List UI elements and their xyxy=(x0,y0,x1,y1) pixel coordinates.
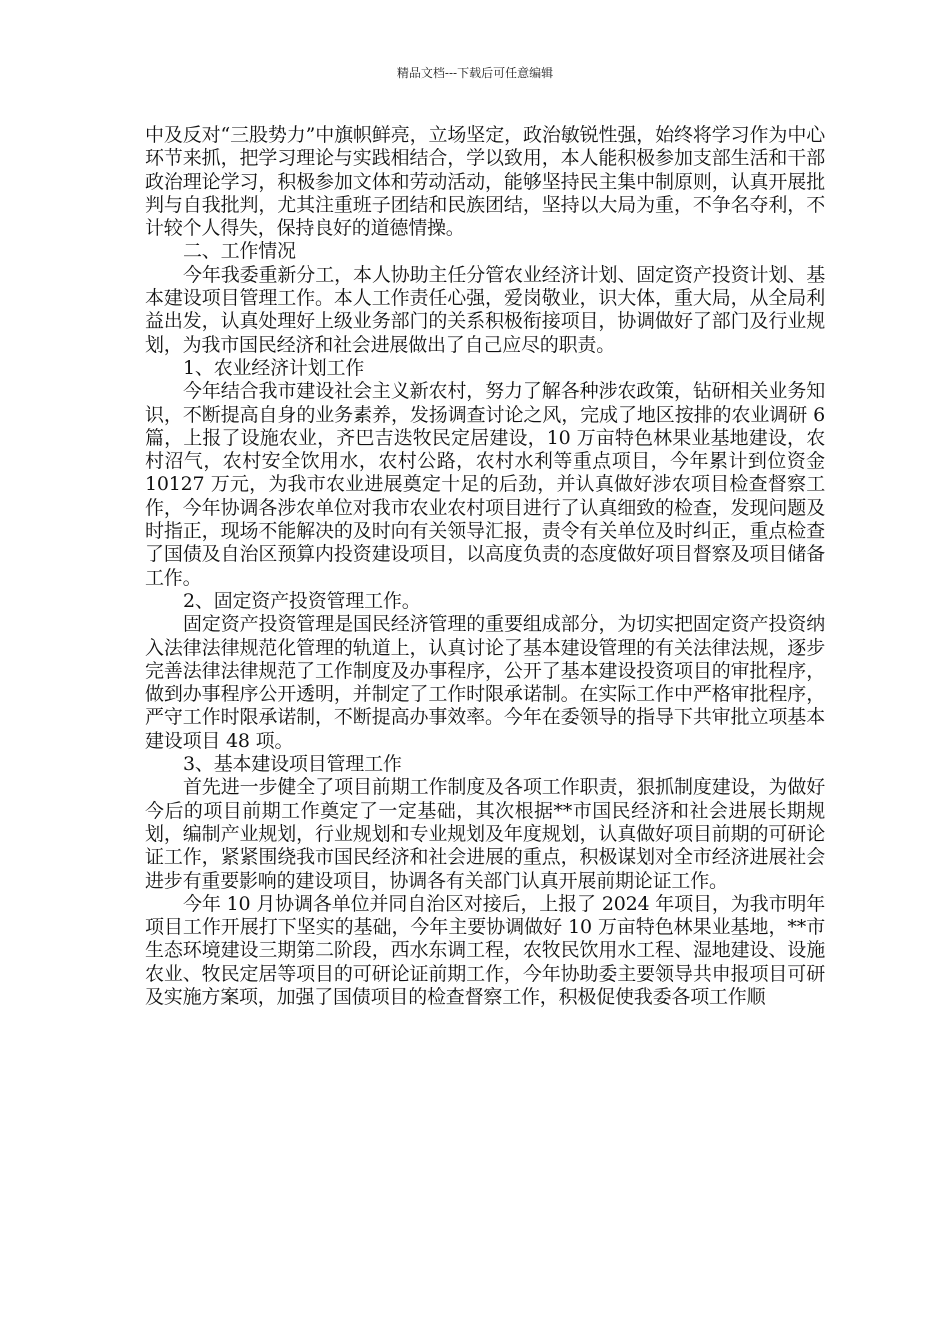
paragraph-political-performance: 中及反对“三股势力”中旗帜鲜亮，立场坚定，政治敏锐性强，始终将学习作为中心环节来抓，把学习理论与实践相结合，学以致用，本人能积极参加支部生活和干部政治理论学习，积极参加文体和劳动活动，能够坚持民主集中制原则，认真开展批判与自我批判，尤其注重班子团结和民族团结，坚持以大局为重，不争名夺利，不计较个人得失，保持良好的道德情操。 xyxy=(145,124,825,240)
document-body xyxy=(145,124,825,1009)
subheading-fixed-asset-investment: 2、固定资产投资管理工作。 xyxy=(183,589,421,612)
subheading-agricultural-planning: 1、农业经济计划工作 xyxy=(183,356,365,379)
subheading-construction-projects: 3、基本建设项目管理工作 xyxy=(183,753,402,776)
paragraph-construction-projects: 首先进一步健全了项目前期工作制度及各项工作职责，狠抓制度建设，为做好今后的项目前期工作奠定了一定基础，其次根据**市国民经济和社会进展长期规划，编制产业规划，行业规划和专业规划及年度规划，认真做好项目前期的可研论证工作，紧紧围绕我市国民经济和社会进展的重点，积极谋划对全市经济进展社会进步有重要影响的建设项目，协调各有关部门认真开展前期论证工作。 xyxy=(145,776,825,892)
paragraph-october-coordination: 今年 10 月协调各单位并同自治区对接后，上报了 2024 年项目，为我市明年项目工作开展打下坚实的基础，今年主要协调做好 10 万亩特色林果业基地，**市生态环境建设三期第二阶段，西水东调工程，农牧民饮用水工程、湿地建设、设施农业、牧民定居等项目的可研论证前期工作，今年协助委主要领导共申报项目可研及实施方案项，加强了国债项目的检查督察工作，积极促使我委各项工作顺 xyxy=(145,892,825,1008)
paragraph-work-overview: 今年我委重新分工，本人协助主任分管农业经济计划、固定资产投资计划、基本建设项目管理工作。本人工作责任心强，爱岗敬业，识大体，重大局，从全局利益出发，认真处理好上级业务部门的关系积极衔接项目，协调做好了部门及行业规划，为我市国民经济和社会进展做出了自己应尽的职责。 xyxy=(145,263,825,356)
section-heading-work-situation: 二、工作情况 xyxy=(183,240,296,263)
paragraph-agricultural-planning: 今年结合我市建设社会主义新农村，努力了解各种涉农政策，钻研相关业务知识，不断提高自身的业务素养，发扬调查讨论之风，完成了地区按排的农业调研 6 篇，上报了设施农业，齐巴吉迭牧民定居建设，10 万亩特色林果业基地建设，农村沼气，农村安全饮用水，农村公路，农村水利等重点项目，今年累计到位资金 10127 万元，为我市农业进展奠定十足的后劲，并认真做好涉农项目检查督察工作，今年协调各涉农单位对我市农业农村项目进行了认真细致的检查，发现问题及时指正，现场不能解决的及时向有关领导汇报，责令有关单位及时纠正，重点检查了国债及自治区预算内投资建设项目，以高度负责的态度做好项目督察及项目储备工作。 xyxy=(145,380,825,589)
paragraph-fixed-asset-investment: 固定资产投资管理是国民经济管理的重要组成部分，为切实把固定资产投资纳入法律法律规范化管理的轨道上，认真讨论了基本建设管理的有关法律法规，逐步完善法律法律规范了工作制度及办事程序，公开了基本建设投资项目的审批程序，做到办事程序公开透明，并制定了工作时限承诺制。在实际工作中严格审批程序，严守工作时限承诺制，不断提高办事效率。今年在委领导的指导下共审批立项基本建设项目 48 项。 xyxy=(145,613,825,752)
page-header: 精品文档---下载后可任意编辑 xyxy=(396,66,554,80)
